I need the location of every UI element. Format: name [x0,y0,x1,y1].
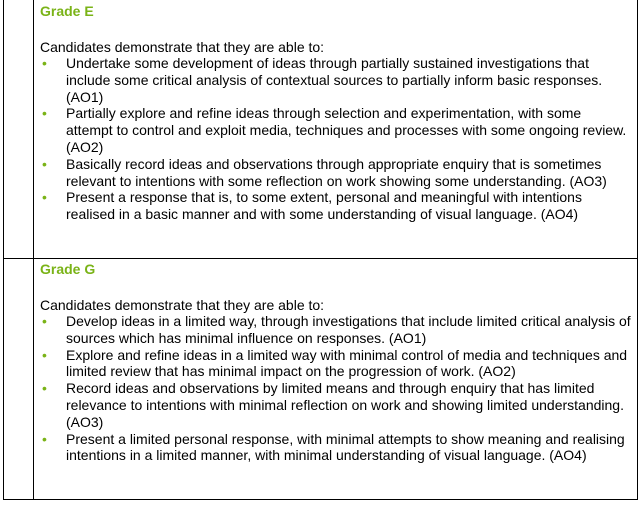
list-item [40,347,631,381]
grade-g-item-2: Explore and refine ideas in a limited way with minimal control of media and techniques and limited review that has minimal impact on the progression of work. (AO2) [66,346,628,380]
bullet-icon: • [42,155,47,172]
bullet-icon: • [42,346,47,363]
list-item [40,431,631,465]
row-divider [4,258,637,259]
grade-e-item-4: Present a response that is, to some extent, personal and meaningful with intentions realised in a basic manner and with some understanding of visual language. (AO4) [66,189,582,223]
grade-e-intro: Candidates demonstrate that they are able to: [40,39,325,55]
bullet-icon: • [42,380,47,397]
bullet-icon: • [42,430,47,447]
grade-g-item-1: Develop ideas in a limited way, through investigations that include limited critical analysis of sources which has minimal influence on responses. (AO1) [66,313,631,346]
list-item [40,380,631,430]
list-item [40,105,631,155]
list-item [40,55,631,105]
grade-e-cell [40,3,631,223]
grade-descriptor-table [3,0,638,500]
bullet-icon: • [42,313,47,329]
table-left-column-border [33,0,34,499]
grade-e-item-3: Basically record ideas and observations through appropriate enquiry that is sometimes relevant to intentions with some reflection on work showing some understanding. (AO3) [66,155,607,189]
bullet-icon: • [42,105,47,122]
list-item [40,313,631,347]
grade-g-intro: Candidates demonstrate that they are able to: [40,297,325,313]
grade-e-item-1: Undertake some development of ideas through partially sustained investigations that include some critical analysis of contextual sources to partially inform basic responses. (AO1) [66,55,603,105]
grade-e-item-2: Partially explore and refine ideas through selection and experimentation, with some attempt to control and exploit media, techniques and processes with some ongoing review. (AO2) [66,105,627,155]
bullet-icon: • [42,55,47,71]
grade-g-cell [40,261,631,464]
grade-g-list [40,313,631,464]
list-item [40,156,631,190]
grade-g-item-4: Present a limited personal response, with minimal attempts to show meaning and realising intentions in a limited manner, with minimal understanding of visual language. (AO4) [66,430,625,464]
grade-e-title: Grade E [40,3,94,19]
list-item [40,189,631,223]
bullet-icon: • [42,189,47,206]
grade-e-list [40,55,631,223]
grade-g-item-3: Record ideas and observations by limited means and through enquiry that has limited relevance to intentions with minimal reflection on work and showing limited understanding. (AO3) [66,380,624,430]
grade-g-title: Grade G [40,261,96,277]
